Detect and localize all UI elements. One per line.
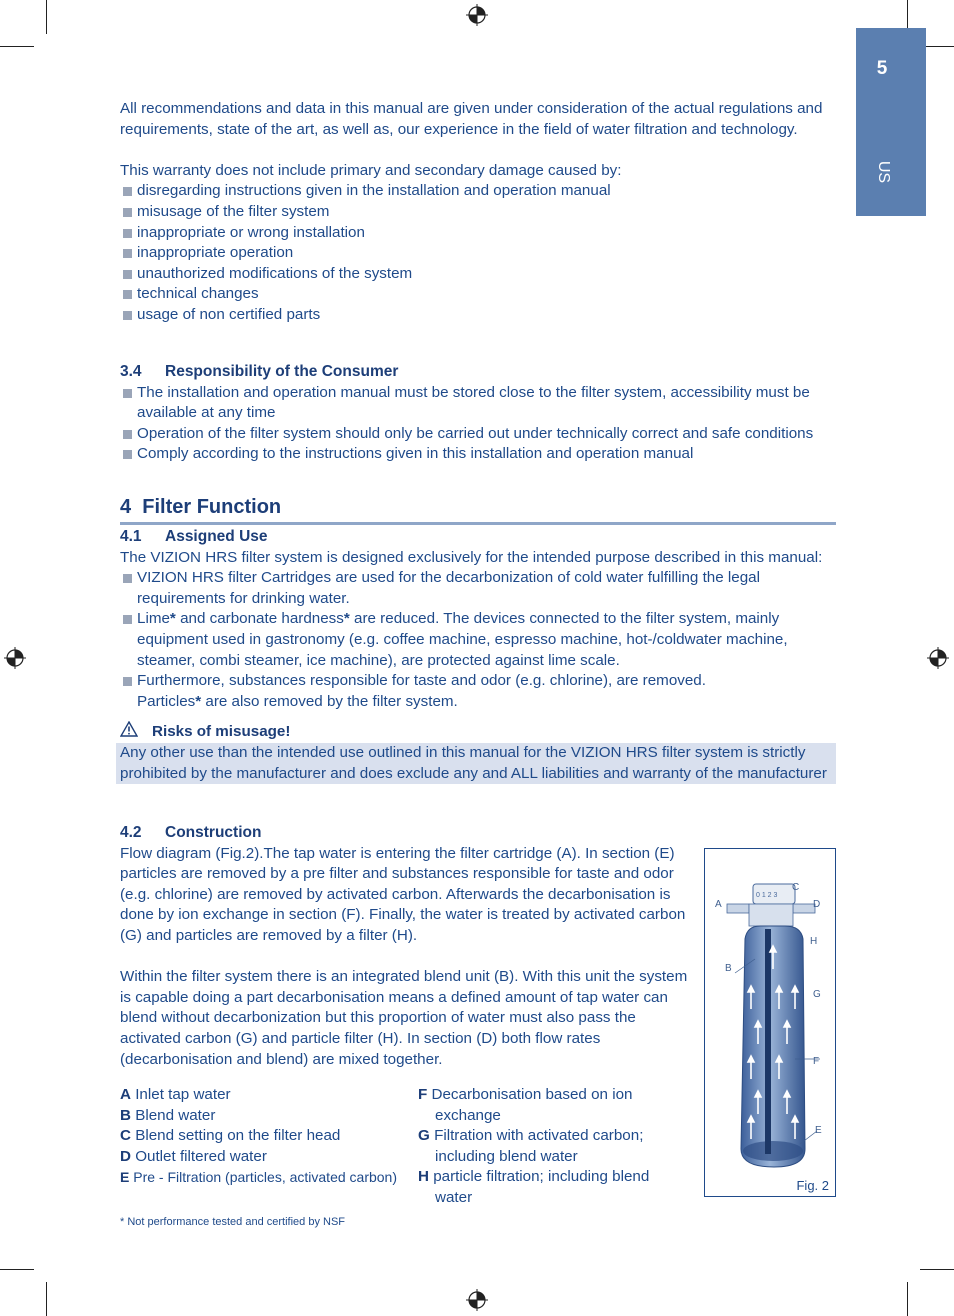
- language-code: US: [875, 160, 892, 184]
- list-item: inappropriate or wrong installation: [120, 223, 836, 244]
- heading-rule: [120, 522, 836, 525]
- label-b: B: [725, 963, 732, 974]
- section-heading: 4.2 Construction: [120, 824, 262, 841]
- flow-diagram-figure: [704, 848, 836, 1197]
- page-side-tab: [856, 28, 926, 216]
- registration-mark-right: [927, 647, 949, 669]
- list-item: misusage of the filter system: [120, 202, 836, 223]
- section-4-1: [120, 527, 836, 784]
- list-item: VIZION HRS filter Cartridges are used for the decarbonization of cold water fulfilling the legal requirements for drinking water.: [120, 568, 836, 609]
- legend-left: [120, 1085, 416, 1188]
- warning-icon: [120, 721, 138, 737]
- list-item: Operation of the filter system should only be carried out under technically correct and safe conditions: [120, 424, 836, 445]
- label-a: A: [715, 899, 722, 910]
- page-number: 5: [876, 58, 888, 79]
- assigned-use-lead: The VIZION HRS filter system is designed exclusively for the intended purpose described in this manual:: [120, 548, 823, 566]
- warranty-list: [120, 181, 836, 325]
- assigned-use-list: [120, 568, 836, 712]
- legend-item: E Pre - Filtration (particles, activated carbon): [120, 1169, 397, 1186]
- legend-right: F Decarbonisation based on ion exchange G Filtration with activated carbon; including blend water H particle filtration; including blend water: [418, 1085, 698, 1209]
- registration-mark-left: [4, 647, 26, 669]
- warranty-lead: This warranty does not include primary and secondary damage caused by:: [120, 161, 622, 179]
- list-item: unauthorized modifications of the system: [120, 264, 836, 285]
- legend-item: F Decarbonisation based on ion: [418, 1086, 633, 1103]
- blend-dial: 0 1 2 3: [756, 892, 778, 899]
- legend-item: G Filtration with activated carbon;: [418, 1127, 644, 1145]
- intro-block: [120, 99, 836, 326]
- label-e: E: [815, 1125, 822, 1136]
- legend-item: D Outlet filtered water: [120, 1147, 267, 1165]
- registration-mark-bottom: [466, 1289, 488, 1311]
- label-g: G: [813, 989, 821, 1000]
- section-heading: 3.4 Responsibility of the Consumer: [120, 363, 399, 380]
- legend-item: B Blend water: [120, 1106, 216, 1124]
- list-item: Comply according to the instructions given in this installation and operation manual: [120, 444, 836, 465]
- responsibility-list: [120, 383, 836, 465]
- warning-heading: Risks of misusage!: [120, 721, 836, 743]
- construction-para-1: Flow diagram (Fig.2).The tap water is entering the filter cartridge (A). In section (E) particles are removed by a pre filter and substances responsible for taste and odor (e.g. chlorine) are removed by activated carbon. Afterwards the decarbonisation is done by ion exchange in section (F). Finally, the water is treated by activated carbon (G) and particles are removed by a filter (H).: [120, 844, 686, 944]
- section-heading: 4.1 Assigned Use: [120, 528, 268, 545]
- construction-para-2: Within the filter system there is an integrated blend unit (B). With this unit the system is capable doing a part decarbonisation means a defined amount of tap water can blend without decarbonization but this proportion of water must also pass the activated carbon (G) and particle filter (H). In section (D) both flow rates (decarbonisation and blend) are mixed together.: [120, 968, 688, 1068]
- list-item: The installation and operation manual must be stored close to the filter system, accessibility must be available at any time: [120, 383, 836, 424]
- footnote: * Not performance tested and certified by NSF: [120, 1216, 345, 1228]
- legend-item: A Inlet tap water: [120, 1086, 231, 1103]
- figure-caption: Fig. 2: [796, 1178, 829, 1193]
- label-h: H: [810, 936, 818, 947]
- list-item: Lime* and carbonate hardness* are reduced. The devices connected to the filter system, mainly equipment used in gastronomy (e.g. coffee machine, espresso machine, hot-/coldwater machine, steamer, combi steamer, ice machine), are protected against lime scale.: [120, 609, 836, 671]
- warning-text: Any other use than the intended use outlined in this manual for the VIZION HRS filter system is strictly prohibited by the manufacturer and does exclude any and ALL liabilities and warranty of the manufacturer: [120, 743, 827, 782]
- list-item: inappropriate operation: [120, 243, 836, 264]
- registration-mark-top: [466, 4, 488, 26]
- section-3-4: [120, 362, 836, 465]
- section-4-heading: 4 Filter Function: [120, 496, 282, 518]
- section-4-2: [120, 823, 696, 1070]
- label-c: C: [792, 882, 800, 893]
- legend-item: H particle filtration; including blend: [418, 1168, 650, 1186]
- list-item: usage of non certified parts: [120, 305, 836, 326]
- warning-box: [116, 743, 836, 784]
- list-item: Furthermore, substances responsible for taste and odor (e.g. chlorine), are removed. Particles* are also removed by the filter system.: [120, 671, 836, 712]
- intro-paragraph: All recommendations and data in this manual are given under consideration of the actual regulations and requirements, state of the art, as well as, our experience in the field of water filtration and technology.: [120, 100, 823, 138]
- label-f: F: [813, 1056, 820, 1067]
- label-d: D: [813, 899, 821, 910]
- legend-item: C Blend setting on the filter head: [120, 1127, 341, 1145]
- list-item: technical changes: [120, 284, 836, 305]
- list-item: disregarding instructions given in the installation and operation manual: [120, 181, 836, 202]
